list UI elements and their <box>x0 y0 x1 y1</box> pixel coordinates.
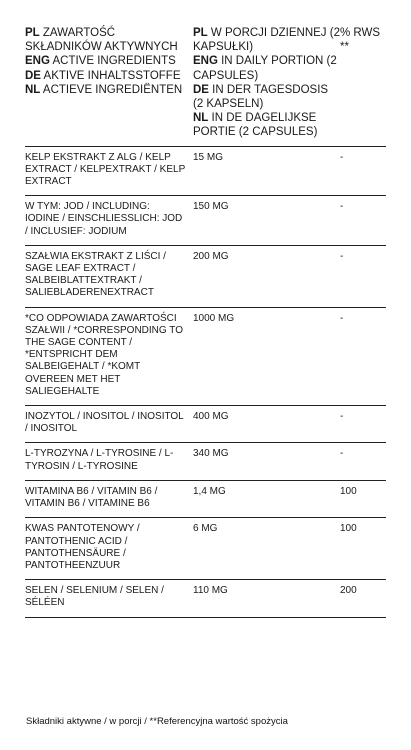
table-header <box>25 26 386 146</box>
table-row <box>25 308 386 406</box>
ingredient-amount: 110 ΜG <box>193 585 228 597</box>
ingredient-amount: 200 MG <box>193 250 229 262</box>
table-row <box>25 518 386 580</box>
ingredient-name: KWAS PANTOTENOWY / PANTOTHENIC ACID / PANTOTHENSÄURE / PANTOTHEENZUUR <box>25 523 140 571</box>
ingredient-rws: - <box>340 312 344 324</box>
ingredient-amount: 340 MG <box>193 448 229 460</box>
ingredient-rws: 100 <box>340 523 357 535</box>
ingredient-name: SELEN / SELENIUM / SELEN / SÉLÉEN <box>25 585 164 609</box>
ingredient-name: KELP EKSTRAKT Z ALG / KELP EXTRACT / KELPEXTRAKT / KELP EXTRACT <box>25 151 186 188</box>
ingredient-amount: 6 MG <box>193 523 218 535</box>
table-row <box>25 246 386 308</box>
ingredient-rws: 200 <box>340 585 357 597</box>
table-row <box>25 196 386 246</box>
table-row <box>25 580 386 617</box>
footnote: Składniki aktywne / w porcji / **Referencyjna wartość spożycia <box>26 716 288 727</box>
header-ingredients: PL ZAWARTOŚĆ SKŁADNIKÓW AKTYWNYCH ENG ACTIVE INGREDIENTS DE AKTIVE INHALTSSTOFFE NL ACTIEVE INGREDIËNTEN <box>25 27 183 96</box>
ingredient-name: W TYM: JOD / INCLUDING: IODINE / EINSCHLIESSLICH: JOD / INCLUSIEF: JODIUM <box>25 201 183 237</box>
table-row <box>25 406 386 443</box>
ingredient-amount: 150 ΜG <box>193 201 229 213</box>
header-rws: % RWS ** <box>340 27 381 54</box>
ingredient-name: WITAMINA B6 / VITAMIN B6 / VITAMIN B6 / VITAMINE B6 <box>25 485 158 510</box>
table-row <box>25 443 386 480</box>
ingredient-name: *CO ODPOWIADA ZAWARTOŚCI SZAŁWII / *CORRESPONDING TO THE SAGE CONTENT / *ENTSPRICHT DEM SALBEIGEHALT / *KOMT OVEREEN MET HET SALIEGEHALTE <box>25 312 183 397</box>
ingredient-name: INOZYTOL / INOSITOL / INOSITOL / INOSITOL <box>25 411 184 435</box>
ingredient-rws: 100 <box>340 485 357 497</box>
ingredient-name: L-TYROZYNA / L-TYROSINE / L-TYROSIN / L-TYROSINE <box>25 448 174 472</box>
ingredient-amount: 1000 MG <box>193 312 235 324</box>
ingredient-rws: - <box>340 151 344 163</box>
supplement-facts-table <box>25 26 386 618</box>
ingredient-amount: 400 MG <box>193 411 229 423</box>
ingredient-rws: - <box>340 448 344 460</box>
ingredient-amount: 1,4 MG <box>193 485 226 497</box>
ingredient-amount: 15 MG <box>193 151 224 163</box>
ingredient-rws: - <box>340 411 344 423</box>
ingredient-name: SZAŁWIA EKSTRAKT Z LIŚCI / SAGE LEAF EXTRACT / SALBEIBLATTEXTRAKT / SALIEBLADERENEXTRACT <box>25 250 166 299</box>
ingredient-rws: - <box>340 250 344 262</box>
table-body <box>25 146 386 618</box>
table-row <box>25 481 386 518</box>
header-portion: PL W PORCJI DZIENNEJ (2 KAPSUŁKI) ENG IN DAILY PORTION (2 CAPSULES) DE IN DER TAGESDOSIS (2 KAPSELN) NL IN DE DAGELIJKSE PORTIE (2 CAPSULES) <box>193 27 340 139</box>
table-row <box>25 147 386 197</box>
ingredient-rws: - <box>340 201 344 213</box>
